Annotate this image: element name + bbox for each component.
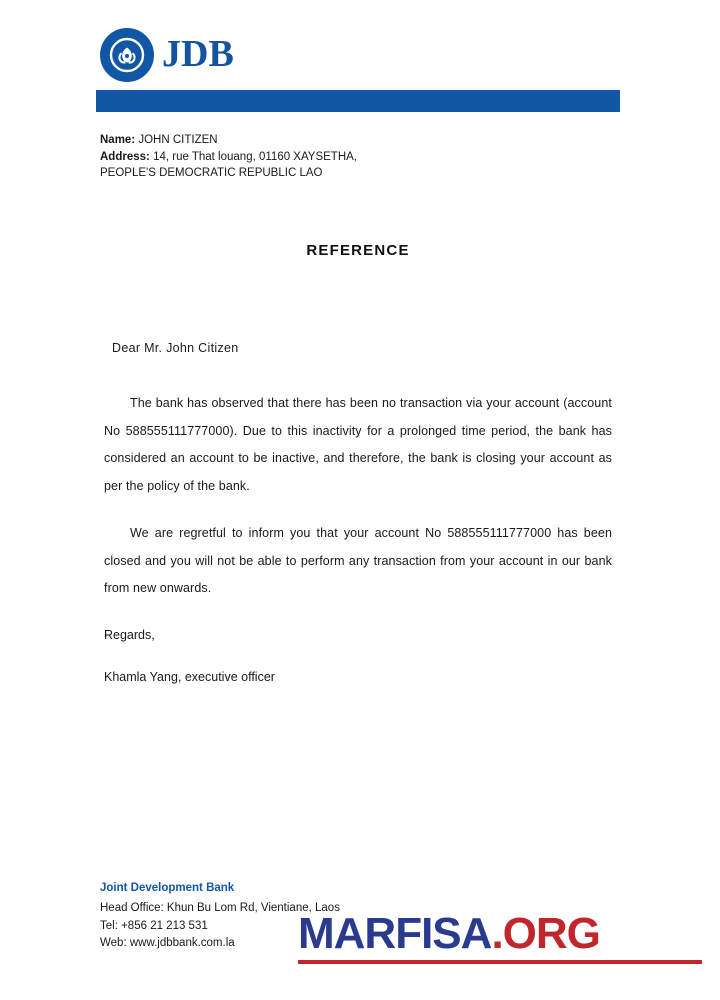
recipient-name-value: JOHN CITIZEN — [138, 134, 218, 146]
header-blue-bar — [96, 90, 620, 112]
recipient-name-label: Name: — [100, 134, 136, 146]
recipient-address-line — [100, 149, 600, 166]
watermark-text — [298, 909, 706, 958]
page-title: REFERENCE — [306, 242, 410, 259]
recipient-name-line — [100, 132, 600, 149]
footer-website: Web: www.jdbbank.com.la — [100, 937, 235, 950]
salutation: Dear Mr. John Citizen — [112, 341, 239, 355]
paragraph-1-text: The bank has observed that there has been no transaction via your account (account No 588555111777000). Due to this inactivity for a prolonged time period, the bank has considered an account to be inactive, and therefore, the bank is closing your account as per the policy of the bank. — [104, 396, 612, 493]
footer-telephone: Tel: +856 21 213 531 — [100, 919, 208, 932]
footer-bank-name: Joint Development Bank — [100, 882, 235, 894]
recipient-address-value: 14, rue That louang, 01160 XAYSETHA, — [153, 150, 357, 163]
closing-line: Regards, — [104, 628, 155, 642]
logo-wordmark: JDB — [162, 32, 234, 75]
watermark-primary: MARFISA — [298, 909, 492, 958]
body-paragraph-2 — [104, 520, 612, 603]
bank-logo — [100, 28, 234, 82]
watermark-accent: .ORG — [491, 909, 600, 958]
watermark — [298, 909, 706, 964]
footer-head-office: Head Office: Khun Bu Lom Rd, Vientiane, Laos — [100, 901, 340, 914]
recipient-block — [100, 132, 600, 182]
recipient-country-line: PEOPLE'S DEMOCRATIC REPUBLIC LAO — [100, 167, 323, 180]
watermark-underline — [298, 960, 702, 964]
body-paragraph-1 — [104, 390, 612, 500]
signer-line: Khamla Yang, executive officer — [104, 670, 275, 684]
recipient-address-label: Address: — [100, 150, 150, 163]
lotus-flower-icon — [100, 28, 154, 82]
paragraph-2-text: We are regretful to inform you that your account No 588555111777000 has been closed and you will not be able to perform any transaction from your account in our bank from new onwards. — [104, 526, 612, 595]
letter-body — [96, 0, 620, 1000]
